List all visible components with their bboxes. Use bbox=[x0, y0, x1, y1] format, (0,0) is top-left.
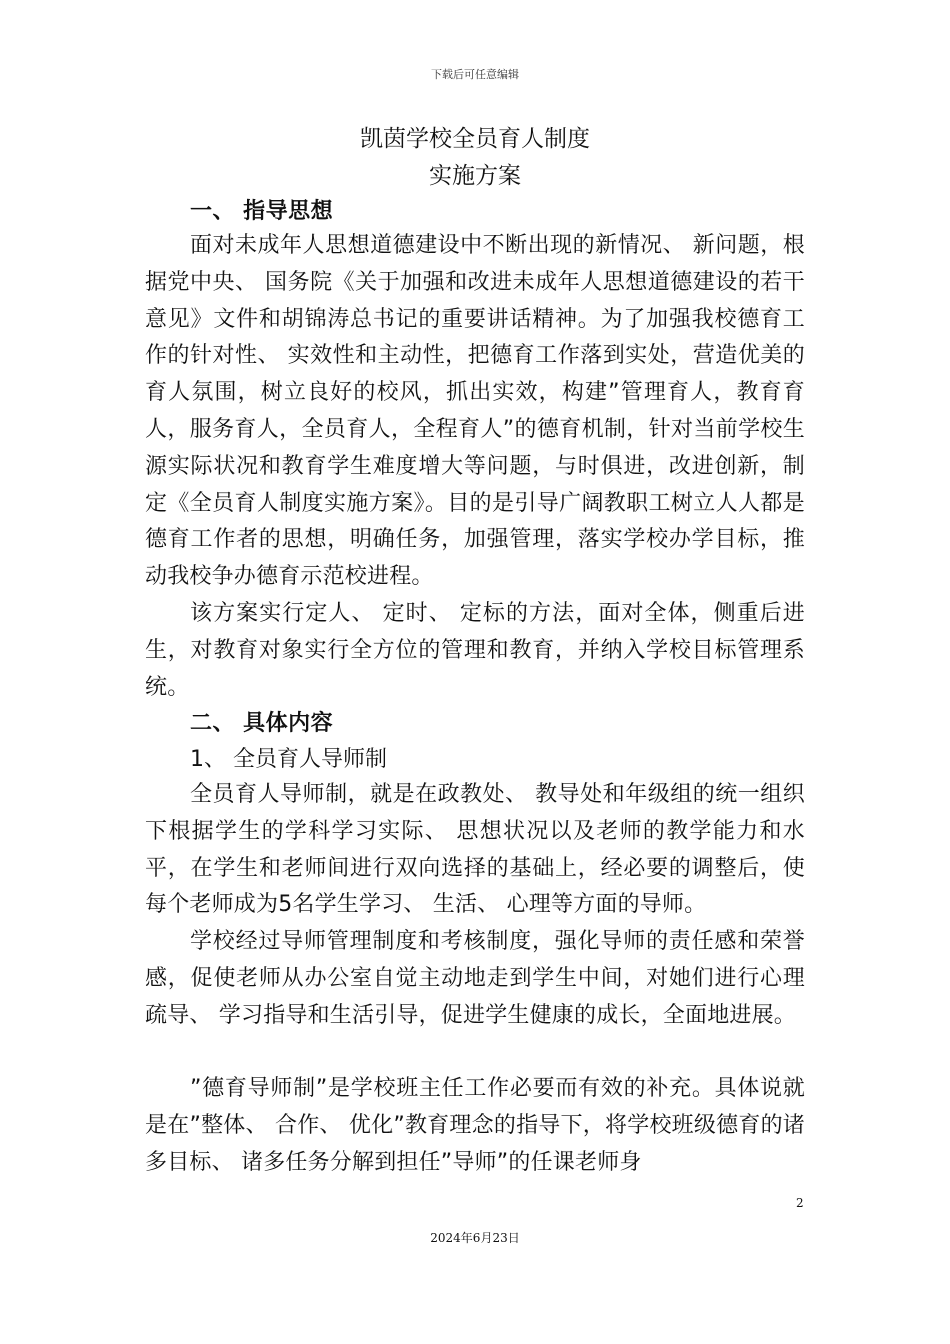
paragraph: 学校经过导师管理制度和考核制度，强化导师的责任感和荣誉感，促使老师从办公室自觉主动地走到学生中间，对她们进行心理疏导、 学习指导和生活引导，促进学生健康的成长，全面地进展。 bbox=[145, 929, 805, 1028]
document-title: 凯茵学校全员育人制度 bbox=[360, 126, 590, 152]
paragraph: 面对未成年人思想道德建设中不断出现的新情况、 新问题，根据党中央、 国务院《关于加强和改进未成年人思想道德建设的若干意见》文件和胡锦涛总书记的重要讲话精神。为了加强我校德育工作的针对性、 实效性和主动性，把德育工作落到实处，营造优美的育人氛围，树立良好的校风，抓出实效，构建”管理育人，教育育人，服务育人，全员育人，全程育人”的德育机制，针对当前学校生源实际状况和教育学生难度增大等问题，与时俱进，改进创新，制定《全员育人制度实施方案》。目的是引导广阔教职工树立人人都是德育工作者的思想，明确任务，加强管理，落实学校办学目标，推动我校争办德育示范校进程。 bbox=[145, 233, 805, 590]
paragraph: 该方案实行定人、 定时、 定标的方法，面对全体，侧重后进生，对教育对象实行全方位的管理和教育，并纳入学校目标管理系统。 bbox=[145, 601, 805, 700]
section-heading-guiding-ideology: 一、 指导思想 bbox=[190, 199, 334, 224]
paragraph: 全员育人导师制，就是在政教处、 教导处和年级组的统一组织下根据学生的学科学习实际、 思想状况以及老师的教学能力和水平，在学生和老师间进行双向选择的基础上，经必要的调整后，使每个老师成为5名学生学习、 生活、 心理等方面的导师。 bbox=[145, 782, 805, 918]
page-header: 下载后可任意编辑 bbox=[431, 68, 519, 81]
section-heading-specific-content: 二、 具体内容 bbox=[190, 711, 334, 736]
document-subtitle: 实施方案 bbox=[429, 163, 521, 189]
paragraph: ”德育导师制”是学校班主任工作必要而有效的补充。具体说就是在”整体、 合作、 优化”教育理念的指导下，将学校班级德育的诸多目标、 诸多任务分解到担任”导师”的任课老师身 bbox=[145, 1076, 805, 1175]
page-footer-date: 2024年6月23日 bbox=[430, 1231, 520, 1245]
subsection-heading: 1、 全员育人导师制 bbox=[190, 747, 387, 772]
page-number: 2 bbox=[796, 1196, 804, 1210]
